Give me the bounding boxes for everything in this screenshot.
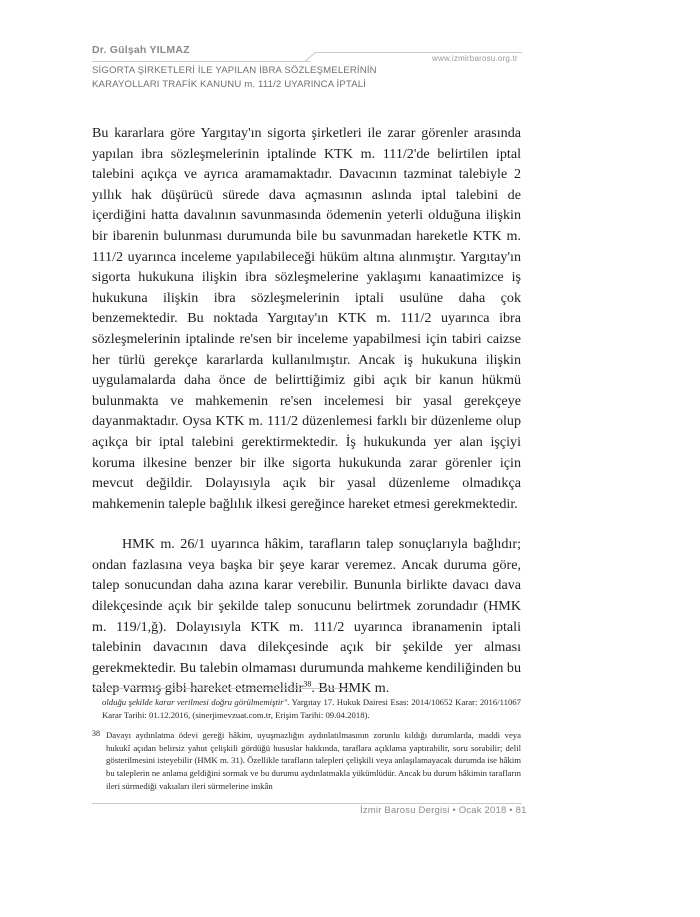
footnote-ref-38[interactable]: 38 bbox=[303, 679, 312, 689]
footer-rule-right bbox=[352, 795, 522, 804]
footnote-38 bbox=[92, 729, 521, 792]
body-paragraph-2-text: HMK m. 26/1 uyarınca hâkim, tarafların talep sonuçlarıyla bağlıdır; ondan fazlasına veya başka bir şeye karar veremez. Ancak duruma göre, talep sonucundan daha azına karar verebilir. Bununla birlikte davacı dava dilekçesinde açık bir şekilde talep sonucunu belirtmek zorundadır (HMK m. 119/1,ğ). Dolayısıyla KTK m. 111/2 uyarınca ibranamenin iptali talebinin davacının dava dilekçesinde açık bir şekilde yer alması gerekmektedir. Bu talebin olmaması durumunda mahkeme kendiliğinden bu talep varmış gibi hareket etmemelidir bbox=[92, 536, 521, 697]
header-rule-left bbox=[92, 61, 310, 62]
body-paragraph-1: Bu kararlara göre Yargıtay'ın sigorta şirketleri ile zarar görenler arasında yapılan ibra sözleşmelerinin iptalinde KTK m. 111/2'de belirtilen iptal talebini açıkça ve ayrıca aramamaktadır. Davacının tazminat talebiyle 2 yıllık hak düşürücü sürede dava açmasının aslında iptal talebini de içerdiğini hatta davalının savunmasında ödemenin yeterli olduğuna ilişkin bir ibarenin bulunması durumunda bile bu savunmadan hareketle KTK m. 111/2 uyarınca inceleme yapılabileceği hüküm altına alınmıştır. Yargıtay'ın sigorta hukukuna ilişkin ibra sözleşmelerine yaklaşımı kanaatimizce iş hukukuna ilişkin ibra sözleşmelerinin iptali usulüne daha çok benzemektedir. Bu noktada Yargıtay'ın KTK m. 111/2 uyarınca ibra sözleşmelerinin iptalinde re'sen bir inceleme yapabilmesi için tabiri caizse her türlü gerekçe kararlarda kullanılmıştır. Ancak iş hukukuna ilişkin uygulamalarda daha önce de belirttiğimiz gibi açık bir kanun hükmü bulunmakta ve mahkemenin re'sen incelemesi bir yasal gerekçeye dayanmaktadır. Oysa KTK m. 111/2 düzenlemesi farklı bir düzenleme olup açıkça bir iptal talebini gerektirmektedir. İş hukukunda yer alan işçiyi koruma ilkesine benzer bir ilke sigorta hukukunda zarar görenler için mevcut değildir. Dolayısıyla açık bir yasal düzenleme olmadıkça mahkemenin taleple bağlılık ilkesi gereğince hareket etmesi gerekmektedir. bbox=[92, 125, 521, 512]
footer-rule-left bbox=[92, 803, 352, 804]
article-title bbox=[92, 64, 377, 92]
article-body bbox=[92, 123, 521, 699]
footnote-continued-citation: Yargıtay 17. Hukuk Dairesi Esas: 2014/10652 Karar: 2016/11067 Karar Tarihi: 01.12.2016, (sinerjimevzuat.com.tr, Erişim Tarihi: 09.04.2018). bbox=[102, 697, 521, 720]
footnotes bbox=[92, 696, 521, 792]
article-title-line-1: SİGORTA ŞİRKETLERİ İLE YAPILAN İBRA SÖZLEŞMELERİNİN bbox=[92, 65, 377, 76]
footnote-continued bbox=[92, 696, 521, 721]
footnote-38-number: 38 bbox=[92, 729, 100, 739]
website-link[interactable]: www.izmirbarosu.org.tr bbox=[432, 54, 518, 63]
header-rule-step bbox=[304, 52, 316, 62]
footnote-continued-italic: olduğu şekilde karar verilmesi doğru görülmemiştir". bbox=[102, 697, 290, 707]
article-title-line-2: KARAYOLLARI TRAFİK KANUNU m. 111/2 UYARINCA İPTALİ bbox=[92, 79, 367, 90]
author-name: Dr. Gülşah YILMAZ bbox=[92, 44, 190, 56]
footnote-separator bbox=[92, 688, 352, 689]
body-paragraph-2-tail: . Bu HMK m. bbox=[311, 680, 390, 697]
footnote-38-text: Davayı aydınlatma ödevi gereği hâkim, uyuşmazlığın aydınlatılmasının zorunlu kıldığı durumlarda, maddi veya hukukî açıdan belirsiz yahut çelişkili gördüğü hususlar hakkında, taraflara açıklama yaptırabilir, soru sorabilir; delil gösterilmesini isteyebilir (HMK m. 31). Özellikle tarafların talepleri çelişkili veya anlaşılamayacak durumda ise hâkim bu taleplerin ne anlama geldiğini sormak ve bu durumu aydınlatmakla yükümlüdür. Ancak bu durum hâkimin tarafların ileri sürmediği vakıaları ileri sürmelerine imkân bbox=[106, 730, 521, 791]
page-footer: İzmir Barosu Dergisi • Ocak 2018 • 81 bbox=[360, 805, 527, 816]
body-paragraph-2 bbox=[92, 534, 521, 699]
header-rule-right bbox=[316, 52, 522, 62]
